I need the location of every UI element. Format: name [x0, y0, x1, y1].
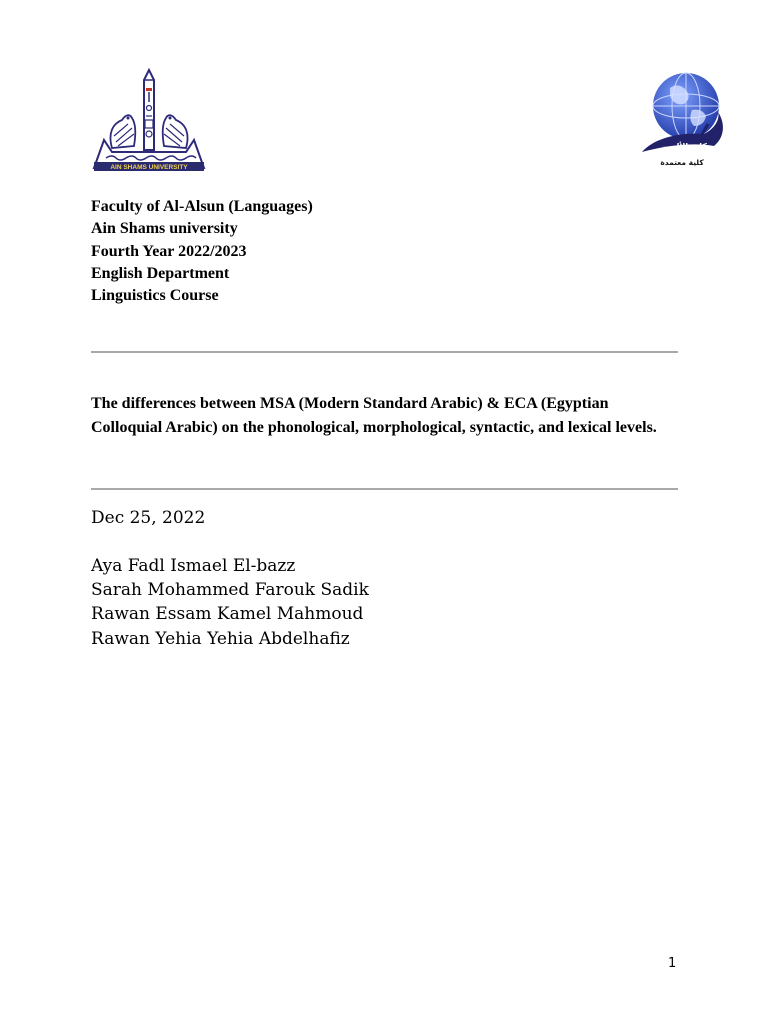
ain-shams-university-logo [90, 68, 208, 172]
document-title: The differences between MSA (Modern Standard Arabic) & ECA (Egyptian Colloquial Arabic) on the phonological, morphological, syntactic, and lexical levels. [91, 395, 657, 437]
faculty-line: Faculty of Al-Alsun (Languages) [91, 198, 313, 215]
year-line: Fourth Year 2022/2023 [91, 242, 247, 260]
course-line: Linguistics Course [91, 287, 219, 305]
author-name: Sarah Mohammed Farouk Sadik [91, 580, 369, 601]
document-date: Dec 25, 2022 [91, 508, 206, 528]
logo-right-subtext: كلية معتمدة [660, 158, 704, 167]
header-info [91, 196, 313, 307]
author-name: Rawan Yehia Yehia Abdelhafiz [91, 628, 350, 649]
author-name: Rawan Essam Kamel Mahmoud [91, 604, 364, 625]
divider-bottom [91, 488, 678, 490]
author-name: Aya Fadl Ismael El-bazz [91, 556, 296, 576]
divider-top [91, 351, 678, 353]
logo-right-text: كلية الألسن [661, 142, 707, 151]
author-list [91, 554, 369, 651]
department-line: English Department [91, 264, 230, 282]
logo-left-text: AIN SHAMS UNIVERSITY [110, 164, 188, 171]
page-number: 1 [668, 956, 677, 971]
faculty-of-al-alsun-logo [640, 68, 730, 172]
university-line: Ain Shams university [91, 220, 238, 238]
